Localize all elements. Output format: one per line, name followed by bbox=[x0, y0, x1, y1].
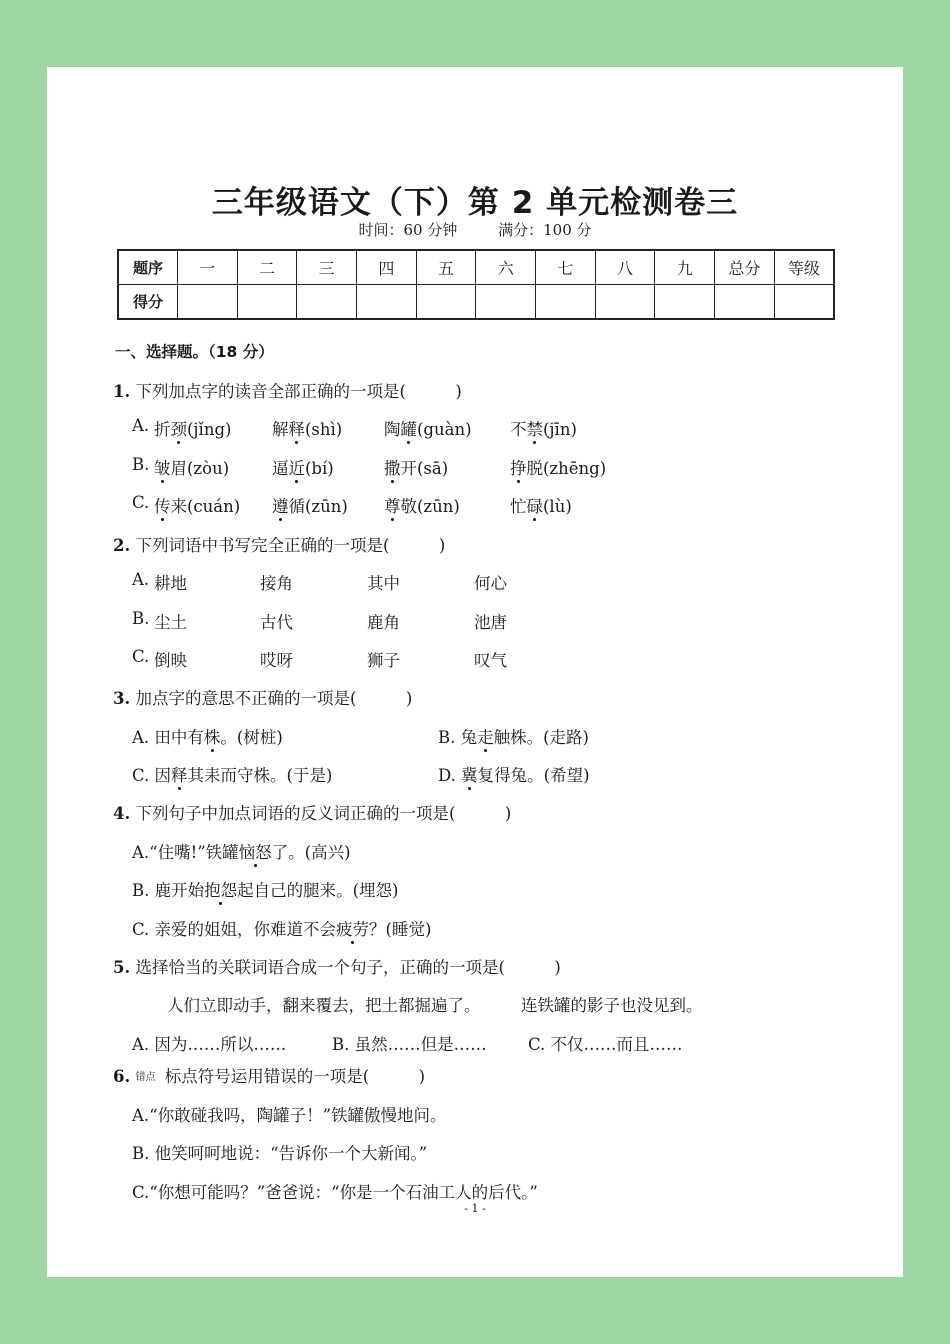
q2-word: 倒映 bbox=[154, 651, 187, 670]
question-text: 下列词语中书写完全正确的一项是( ) bbox=[135, 536, 446, 555]
question-number: 4. bbox=[113, 804, 131, 823]
q6-option-c: C.“你想可能吗？”爸爸说：“你是一个石油工人的后代。” bbox=[132, 1183, 538, 1202]
q2-c-label: C. bbox=[132, 647, 150, 666]
q5-option-c: C. 不仅……而且…… bbox=[528, 1035, 683, 1054]
q1-option-b-label: B. bbox=[132, 455, 150, 474]
score-cell[interactable] bbox=[715, 285, 775, 320]
score-col: 六 bbox=[476, 250, 536, 285]
q3-option-a: A. 田中有株。(树桩) bbox=[132, 728, 283, 747]
score-col: 等级 bbox=[774, 250, 834, 285]
question-4 bbox=[113, 800, 511, 824]
q6-option-a: A.“你敢碰我吗，陶罐子！”铁罐傲慢地问。 bbox=[132, 1106, 447, 1125]
q5-option-a: A. 因为……所以…… bbox=[132, 1035, 287, 1054]
score-col: 二 bbox=[237, 250, 297, 285]
q1-a-word-1: 折颈(jǐng) bbox=[154, 420, 232, 439]
score-col: 三 bbox=[297, 250, 357, 285]
score-cell[interactable] bbox=[416, 285, 476, 320]
q2-word: 何心 bbox=[474, 574, 507, 593]
score-cell[interactable] bbox=[774, 285, 834, 320]
score-col: 七 bbox=[536, 250, 596, 285]
q2-word: 狮子 bbox=[367, 651, 400, 670]
score-table-header-row bbox=[118, 250, 834, 285]
q1-option-a-label: A. bbox=[132, 416, 150, 435]
q5-sentence-1: 人们立即动手，翻来覆去，把土都掘遍了。 bbox=[167, 996, 481, 1015]
q1-c-word-3: 尊敬(zūn) bbox=[384, 497, 460, 516]
score-table-row2-head: 得分 bbox=[118, 285, 178, 320]
score-col: 四 bbox=[357, 250, 417, 285]
question-text: 下列加点字的读音全部正确的一项是( ) bbox=[135, 382, 462, 401]
question-5 bbox=[113, 954, 561, 978]
page-number: - 1 - bbox=[464, 1202, 486, 1215]
score-cell[interactable] bbox=[595, 285, 655, 320]
q1-a-word-2: 解释(shì) bbox=[272, 420, 343, 439]
q1-b-word-2: 逼近(bí) bbox=[272, 459, 334, 478]
question-number: 2. bbox=[113, 536, 131, 555]
q4-option-a: A.“住嘴!”铁罐恼怒了。(高兴) bbox=[132, 843, 351, 862]
q2-word: 叹气 bbox=[474, 651, 507, 670]
q3-option-b: B. 兔走触株。(走路) bbox=[438, 728, 589, 747]
score-table-row1-head: 题序 bbox=[118, 250, 178, 285]
question-text: 标点符号运用错误的一项是( ) bbox=[164, 1067, 426, 1086]
section-heading: 一、选择题。（18 分） bbox=[115, 343, 274, 361]
q2-word: 接角 bbox=[260, 574, 293, 593]
question-text: 下列句子中加点词语的反义词正确的一项是( ) bbox=[135, 804, 512, 823]
score-col: 总分 bbox=[715, 250, 775, 285]
q2-a-label: A. bbox=[132, 570, 150, 589]
score-col: 五 bbox=[416, 250, 476, 285]
error-point-tag: 错点 bbox=[135, 1072, 156, 1083]
question-3 bbox=[113, 685, 412, 709]
score-cell[interactable] bbox=[237, 285, 297, 320]
q1-b-word-1: 皱眉(zòu) bbox=[154, 459, 230, 478]
score-cell[interactable] bbox=[476, 285, 536, 320]
q2-word: 耕地 bbox=[154, 574, 187, 593]
q2-b-label: B. bbox=[132, 609, 150, 628]
q1-c-word-2: 遵循(zūn) bbox=[272, 497, 348, 516]
question-number: 5. bbox=[113, 958, 131, 977]
exam-info bbox=[47, 219, 903, 240]
score-cell[interactable] bbox=[357, 285, 417, 320]
score-cell[interactable] bbox=[536, 285, 596, 320]
q5-option-b: B. 虽然……但是…… bbox=[332, 1035, 487, 1054]
score-table bbox=[117, 249, 835, 320]
q1-c-word-4: 忙碌(lù) bbox=[510, 497, 572, 516]
q2-word: 哎呀 bbox=[260, 651, 293, 670]
q2-word: 古代 bbox=[260, 613, 293, 632]
score-cell[interactable] bbox=[297, 285, 357, 320]
q2-word: 池唐 bbox=[474, 613, 507, 632]
q6-option-b: B. 他笑呵呵地说：“告诉你一个大新闻。” bbox=[132, 1144, 428, 1163]
question-2 bbox=[113, 532, 445, 556]
q3-option-d: D. 冀复得兔。(希望) bbox=[438, 766, 590, 785]
question-6 bbox=[113, 1063, 425, 1087]
page-title: 三年级语文（下）第 2 单元检测卷三 bbox=[211, 185, 739, 221]
q1-c-word-1: 传来(cuán) bbox=[154, 497, 241, 516]
question-text: 加点字的意思不正确的一项是( ) bbox=[135, 689, 413, 708]
time-limit: 时间：60 分钟 bbox=[358, 221, 458, 239]
score-col: 九 bbox=[655, 250, 715, 285]
score-cell[interactable] bbox=[655, 285, 715, 320]
question-number: 3. bbox=[113, 689, 131, 708]
score-col: 八 bbox=[595, 250, 655, 285]
full-score: 满分：100 分 bbox=[498, 221, 592, 239]
q1-a-word-3: 陶罐(guàn) bbox=[384, 420, 472, 439]
q4-option-c: C. 亲爱的姐姐，你难道不会疲劳？(睡觉) bbox=[132, 920, 432, 939]
q1-b-word-4: 挣脱(zhēng) bbox=[510, 459, 607, 478]
q5-sentence-2: 连铁罐的影子也没见到。 bbox=[521, 996, 703, 1015]
q2-word: 尘土 bbox=[154, 613, 187, 632]
q1-option-c-label: C. bbox=[132, 493, 150, 512]
score-col: 一 bbox=[178, 250, 238, 285]
score-table-score-row bbox=[118, 285, 834, 320]
question-number: 6. bbox=[113, 1067, 131, 1086]
q2-word: 鹿角 bbox=[367, 613, 400, 632]
q3-option-c: C. 因释其耒而守株。(于是) bbox=[132, 766, 333, 785]
q2-word: 其中 bbox=[367, 574, 400, 593]
q1-b-word-3: 撒开(sā) bbox=[384, 459, 449, 478]
q4-option-b: B. 鹿开始抱怨起自己的腿来。(埋怨) bbox=[132, 881, 399, 900]
question-number: 1. bbox=[113, 382, 131, 401]
q1-a-word-4: 不禁(jīn) bbox=[510, 420, 577, 439]
score-cell[interactable] bbox=[178, 285, 238, 320]
question-1 bbox=[113, 378, 462, 402]
question-text: 选择恰当的关联词语合成一个句子，正确的一项是( ) bbox=[135, 958, 561, 977]
exam-page bbox=[47, 67, 903, 1277]
